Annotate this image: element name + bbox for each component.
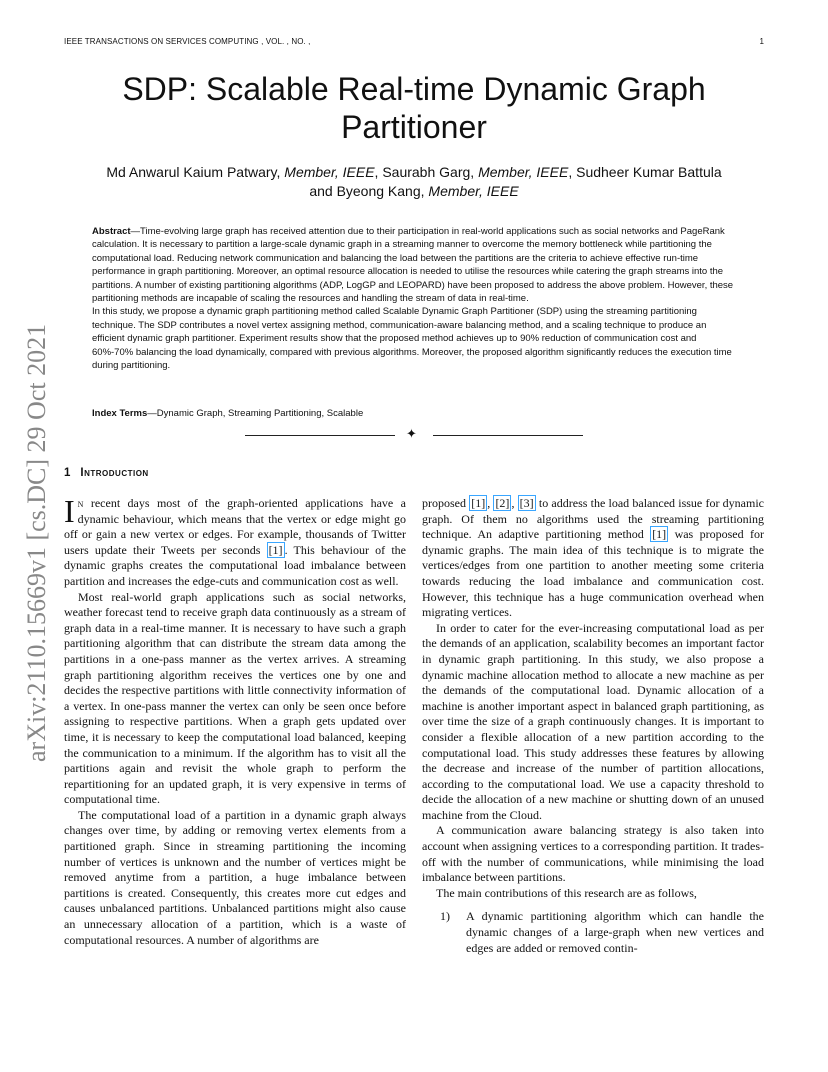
citation-link[interactable]: [2] [495,496,510,510]
citation-link[interactable]: [1] [268,542,283,557]
section-title: Introduction [80,467,149,479]
author-role: Member, IEEE [478,164,569,180]
section-heading [64,467,149,479]
body-paragraph: Most real-world graph applications such as social networks, weather forecast tend to receive graph data continuously as a stream of graph data in a real-time manner. It is necessary to have such a graph partitioning algorithm that can distribute the stream data among the partitions in a one-pass manner as the vertex arrives. A streaming graph partitioning algorithm receives the vertices one by one and decides the respective partitions with little connectivity information of a vertex. In one-pass manner the vertex can only be seen once before assigning to respective partitions. When a graph gets updated over time, it is necessary to keep the computational load balanced, keeping the communication to a minimum. If the algorithm has to visit all the partitions again and revisit the whole graph to perform the repartitioning for an updated graph, it is very expensive in terms of computational time. [64,589,406,807]
running-header [64,37,764,46]
abstract-paragraph [92,225,737,305]
separator-line [245,435,395,436]
drop-cap: I [64,493,75,529]
author-name: Saurabh Garg [382,164,471,180]
body-paragraph: The main contributions of this research are as follows, [436,885,697,900]
separator-star-icon: ✦ [406,427,417,442]
body-paragraph: A communication aware balancing strategy is also taken into account when assigning vertices to a corresponding partition. It trades-off with the number of communications, while minimising the load imbalance between partitions. [422,823,764,885]
author-name: Sudheer Kumar Battula [576,164,722,180]
paper-title: SDP: Scalable Real-time Dynamic Graph Partitioner [122,71,706,145]
index-terms-label: Index Terms [92,408,148,419]
abstract [92,225,737,372]
body-text: was proposed for dynamic graphs. The main idea of this technique is to migrate the vertices/edges from one partition to another meeting some criteria towards reducing the load imbalance and communication cost. However, this technique has a huge communication overhead when migrating vertices. [422,527,764,620]
right-column [422,496,764,956]
section-separator [245,428,583,442]
contribution-list [422,909,764,956]
abstract-label: Abstract [92,226,131,237]
section-number: 1 [64,467,71,479]
body-paragraph [64,493,406,590]
author-name: Byeong Kang [336,183,421,199]
body-text: to address the load balanced issue for dynamic graph. Of them no algorithms used the streaming partitioning technique. An adaptive partitioning method [422,496,764,542]
list-number: 1) [440,909,450,924]
author-list: Md Anwarul Kaium Patwary, Member, IEEE, Saurabh Garg, Member, IEEE, Sudheer Kumar Battula and Byeong Kang, Member, IEEE [106,164,722,199]
author-role: Member, IEEE [284,164,375,180]
arxiv-stamp: arXiv:2110.15669v1 [cs.DC] 29 Oct 2021 [22,323,51,762]
abstract-paragraph: In this study, we propose a dynamic graph partitioning method called Scalable Dynamic Graph Partitioner (SDP) using the streaming partitioning technique. The SDP contributes a novel vertex assigning method, communication-aware balancing method, and a scaling technique to produce an efficient dynamic graph partitioner. Experiment results show that the proposed method achieves up to 90% reduction of communication cost and 60%-70% balancing the load dynamically, compared with previous algorithms. Moreover, the proposed algorithm significantly reduces the execution time during partitioning. [92,306,732,372]
index-terms-text: —Dynamic Graph, Streaming Partitioning, Scalable [147,408,364,419]
body-paragraph: In order to cater for the ever-increasing computational load as per the demands of an application, scalability becomes an important factor in dynamic graph partitioning. In this study, we also propose a dynamic machine allocation method to allocate a new machine as per the demands of the computational load. Dynamic allocation of a machine is another important aspect in balanced graph partitioning, as over time the size of a graph continuously changes. It is important to consider a flexible allocation of a new partition according to the computational load. This study addresses these features by allowing the decrease and increase of the number of partition allocations, according to the computational load. We use a capacity threshold to decide the allocation of a new machine or shutting down of an unused machine from the Cloud. [422,620,764,822]
index-terms [92,408,737,419]
body-paragraph [422,496,764,621]
separator-line [433,435,583,436]
citation-link[interactable]: [1] [652,527,667,542]
abstract-text: —Time-evolving large graph has received attention due to their participation in real-world applications such as social networks and PageRank calculation. It is necessary to partition a large-scale dynamic graph in a streaming manner to overcome the memory bottleneck while partitioning the computational load. Reducing network communication and balancing the load between the partitions are the criteria to achieve effective run-time performance in graph partitioning. Moreover, an optimal resource allocation is needed to utilise the resources while catering the graph streams into the partitions. A number of existing partitioning algorithms (ADP, LogGP and LEOPARD) have been proposed to address the above problem. However, these partitioning methods are incapable of scaling the resources and handling the stream of data in real-time. [92,226,734,305]
body-text: , [487,496,494,510]
body-text: , [511,496,518,510]
left-column [64,493,406,948]
author-name: Md Anwarul Kaium Patwary [106,164,277,180]
list-text: A dynamic partitioning algorithm which can handle the dynamic changes of a large-graph when new vertices and edges are added or removed contin- [466,909,764,955]
citation-link[interactable]: [1] [471,496,486,510]
journal-name: IEEE TRANSACTIONS ON SERVICES COMPUTING , VOL. , NO. , [64,37,311,46]
body-paragraph: The computational load of a partition in a dynamic graph always changes over time, by adding or removing vertex elements from a partitioned graph. Since in streaming partitioning the incoming number of vertices is unknown and the number of vertices might be removed anytime from a partition, a huge imbalance between partitions is created. Consequently, this creates more cut edges and causes unbalanced partitions. Unbalanced partitions might also cause an unnecessary allocation of a partition, which is a waste of computational resources. A number of algorithms are [64,807,406,947]
body-text: . This behaviour of the dynamic graphs creates the computational load imbalance between partition and increases the edge-cuts and communication cost as well. [64,542,406,588]
page-number: 1 [759,37,764,46]
body-text: proposed [422,496,470,510]
list-item [422,909,764,956]
lead-in: n [77,496,84,510]
author-role: Member, IEEE [428,183,519,199]
citation-link[interactable]: [3] [519,496,534,510]
body-text: recent days most of the graph-oriented applications have a dynamic behaviour, which means that the vertex or edge might go off or gain a new vertex or edges. For example, thousands of Twitter users update their Tweets per seconds [64,496,406,557]
